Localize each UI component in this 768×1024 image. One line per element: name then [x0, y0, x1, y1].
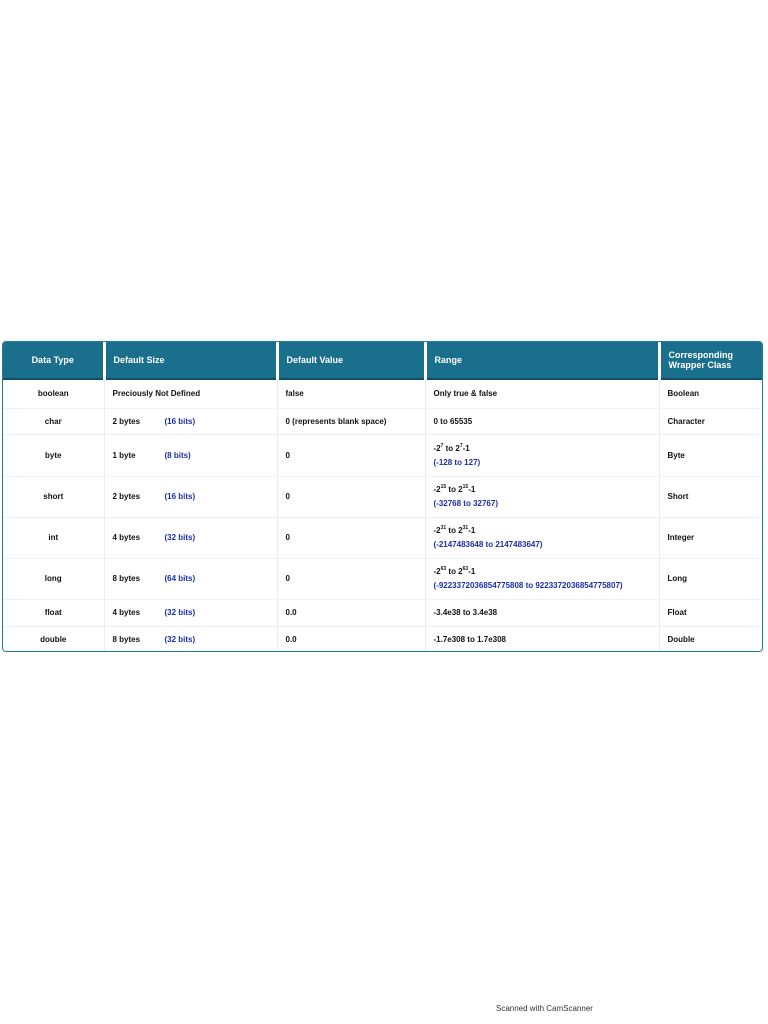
cell-default: 0 [277, 434, 425, 476]
cell-wrapper: Byte [667, 450, 685, 460]
range-text: -1.7e308 to 1.7e308 [433, 635, 506, 645]
size-text: 2 bytes [112, 416, 141, 426]
table-row [3, 434, 763, 476]
size-text: 8 bytes [112, 574, 141, 583]
range-power-text: $-2^{63}$ to $2^{63}-1$ [433, 566, 476, 576]
cell-size [104, 626, 277, 652]
cell-size [104, 558, 277, 599]
header-wrapper-class: Corresponding Wrapper Class [659, 342, 763, 379]
table-row [3, 517, 763, 558]
header-default-size: Default Size [104, 342, 277, 379]
range-text: -3.4e38 to 3.4e38 [433, 608, 498, 617]
cell-default: 0 [277, 558, 425, 599]
size-text: 2 bytes [112, 492, 141, 501]
cell-type: float [3, 599, 104, 626]
size-text: 4 bytes [112, 608, 141, 617]
cell-type: char [3, 408, 104, 434]
cell-wrapper: Short [667, 492, 689, 501]
range-text: Only true & false [433, 389, 498, 399]
cell-size [104, 476, 277, 517]
data-types-table-container [2, 341, 763, 652]
cell-default: false [277, 379, 425, 408]
cell-default: 0 [277, 476, 425, 517]
bits-text: (32 bits) [164, 533, 196, 542]
size-text: Preciously Not Defined [112, 389, 201, 399]
cell-range [425, 517, 659, 558]
table-row [3, 599, 763, 626]
range-power-text: $-2^7$ to $2^7-1$ [433, 442, 470, 453]
cell-wrapper: Boolean [667, 389, 700, 399]
bits-text: (32 bits) [164, 608, 196, 617]
range-power-text: $-2^{31}$ to $2^{31}-1$ [433, 525, 476, 535]
scanner-watermark: Scanned with CamScanner [496, 1004, 593, 1013]
cell-size [104, 408, 277, 434]
range-text: 0 to 65535 [433, 416, 473, 426]
table-header-row [3, 342, 763, 379]
cell-range [425, 626, 659, 652]
cell-type: long [3, 558, 104, 599]
table-row [3, 626, 763, 652]
bits-text: (16 bits) [164, 492, 196, 501]
header-range: Range [425, 342, 659, 379]
cell-default: 0.0 [277, 599, 425, 626]
cell-size [104, 517, 277, 558]
cell-default: 0 [277, 517, 425, 558]
cell-type: int [3, 517, 104, 558]
cell-range [425, 408, 659, 434]
cell-wrapper: Character [667, 416, 705, 426]
range-decimal-text: (-2147483648 to 2147483647) [433, 540, 543, 549]
cell-type: double [3, 626, 104, 652]
cell-type: short [3, 476, 104, 517]
size-text: 1 byte [112, 450, 136, 460]
table-row [3, 558, 763, 599]
table-row [3, 408, 763, 434]
cell-default: 0 (represents blank space) [277, 408, 425, 434]
cell-size [104, 599, 277, 626]
cell-wrapper: Long [667, 574, 688, 583]
cell-wrapper: Integer [667, 533, 695, 542]
header-default-value: Default Value [277, 342, 425, 379]
bits-text: (64 bits) [164, 574, 196, 583]
header-data-type: Data Type [3, 342, 104, 379]
cell-type: byte [3, 434, 104, 476]
cell-wrapper: Float [667, 608, 687, 617]
cell-wrapper: Double [667, 635, 695, 645]
cell-range [425, 434, 659, 476]
cell-range [425, 379, 659, 408]
table-row [3, 379, 763, 408]
table-row [3, 476, 763, 517]
data-types-table [3, 342, 763, 652]
size-text: 4 bytes [112, 533, 141, 542]
bits-text: (16 bits) [164, 416, 196, 426]
bits-text: (32 bits) [164, 635, 196, 645]
cell-size [104, 434, 277, 476]
cell-default: 0.0 [277, 626, 425, 652]
cell-range [425, 476, 659, 517]
size-text: 8 bytes [112, 635, 141, 645]
range-decimal-text: (-9223372036854775808 to 9223372036854775807) [433, 581, 623, 590]
cell-range [425, 599, 659, 626]
cell-type: boolean [3, 379, 104, 408]
range-power-text: $-2^{15}$ to $2^{15}-1$ [433, 484, 476, 494]
range-decimal-text: (-128 to 127) [433, 457, 481, 467]
cell-size [104, 379, 277, 408]
range-decimal-text: (-32768 to 32767) [433, 499, 498, 508]
cell-range [425, 558, 659, 599]
bits-text: (8 bits) [164, 450, 191, 460]
